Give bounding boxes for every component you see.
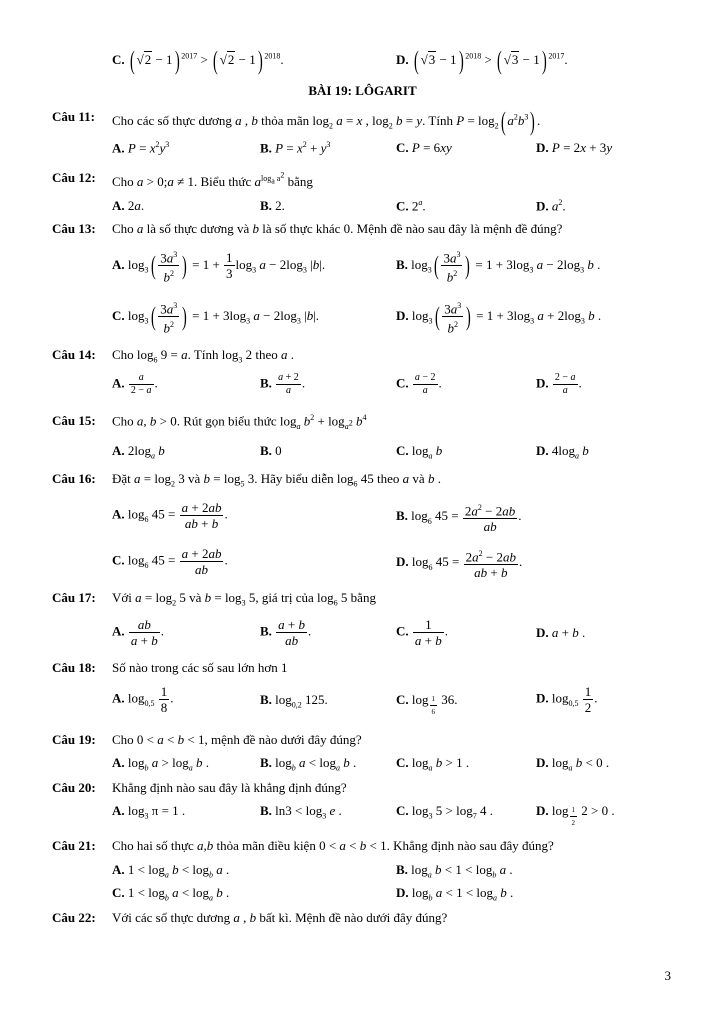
question-label: Câu 21:	[52, 838, 96, 853]
option-c: C. $\log_6 45$ = $\frac{a + 2ab}{ab}$ .	[112, 546, 228, 577]
option-c: C. $\frac{1}{a + b}$ .	[396, 617, 448, 648]
option-d: D. P = 2x + 3y	[536, 140, 613, 155]
option-a: A. 2a.	[112, 198, 145, 213]
option-d: D. $\log_b a < 1 < \log_a b$ .	[396, 885, 514, 903]
option-b: B. 0	[260, 443, 282, 458]
option-c: C. $\log_a b > 1$ .	[396, 755, 470, 773]
option-d: D. $\frac{2 - a}{a}$ .	[536, 372, 582, 396]
section-title: BÀI 19: LÔGARIT	[308, 83, 417, 98]
option-c: C. $\log_a b$	[396, 443, 443, 461]
option-a: A. $\log_b a > \log_a b$ .	[112, 755, 209, 773]
question-label: Câu 14:	[52, 347, 96, 362]
option-b: B. $\log_a b < 1 < \log_b a$ .	[396, 862, 513, 880]
option-a: A. $\log_3$( $\frac{3a^3}{b^2}$ ) = 1 + $\frac{1}{3}$ $\log_3 a - 2\log_3$ |b|.	[112, 247, 325, 285]
question-stem: Cho $\log_6 9 = a$. Tính $\log_3 2$ theo a .	[112, 347, 294, 365]
option-b: B. $\log_3$( $\frac{3a^3}{b^2}$ ) = $1 + 3\log_3$ $a - 2\log_3$ b .	[396, 247, 600, 285]
option-b: B. 2.	[260, 198, 285, 213]
question-stem: Cho các số thực dương a , b thỏa mãn $\log_2 a = x$ , $\log_2 b = y$. Tính $P = \log_2$( $a^2b^3$) .	[112, 107, 541, 136]
question-stem: Đặt $a = \log_2 3$ và $b = \log_5 3$. Hãy biểu diễn $\log_6 45$ theo a và b .	[112, 471, 441, 489]
option-d: D. log $_{\frac{1}{2}}$ 2 > 0 .	[536, 803, 615, 828]
option-c: C. 2$^a$.	[396, 198, 426, 214]
option-c: C. $\log_3$( $\frac{3a^3}{b^2}$ ) = $1 + 3\log_3$ $a - 2\log_3$ |b|.	[112, 298, 319, 336]
option-b: B. $\frac{a + 2}{a}$ .	[260, 372, 306, 396]
option-d: D. ( √3 − 1) $^{2018}$ > ( √3 − 1) $^{2017}$.	[396, 46, 568, 75]
question-label: Câu 22:	[52, 910, 96, 925]
option-c: C. ( √2 − 1) $^{2017}$ > ( √2 − 1) $^{2018}$.	[112, 46, 284, 75]
page-number: 3	[664, 968, 671, 983]
option-d: D. $\log_a b < 0$ .	[536, 755, 610, 773]
option-b: B. $\log_6 45$ = $\frac{2a^2 - 2ab}{ab}$ .	[396, 500, 521, 534]
option-b: B. $P = x^2 + y^3$	[260, 140, 331, 156]
option-a: A. $\log_6 45$ = $\frac{a + 2ab}{ab + b}$ .	[112, 500, 228, 531]
option-c: C. P = 6xy	[396, 140, 452, 155]
question-label: Câu 17:	[52, 590, 96, 605]
question-stem: Số nào trong các số sau lớn hơn 1	[112, 660, 288, 675]
option-a: A. $2\log_a$ b	[112, 443, 165, 461]
question-label: Câu 11:	[52, 109, 95, 124]
question-stem: Cho hai số thực a,b thỏa mãn điều kiện 0 < a < b < 1. Khẳng định nào sau đây đúng?	[112, 838, 554, 853]
question-label: Câu 16:	[52, 471, 96, 486]
option-d: D. $4\log_a$ b	[536, 443, 589, 461]
option-b: B. $\log_{0,2} 125$.	[260, 692, 328, 710]
option-c: C. $\frac{a - 2}{a}$ .	[396, 372, 442, 396]
option-c: C. $1 < \log_b a < \log_a b$ .	[112, 885, 230, 903]
option-d: D. $\log_6 45$ = $\frac{2a^2 - 2ab}{ab + b}$ .	[396, 546, 522, 580]
question-label: Câu 19:	[52, 732, 96, 747]
question-label: Câu 13:	[52, 221, 96, 236]
option-a: A. $1 < \log_a b < \log_b a$ .	[112, 862, 230, 880]
question-label: Câu 18:	[52, 660, 96, 675]
option-b: B. $\ln 3 < \log_3 e$ .	[260, 803, 342, 821]
option-b: B. $\log_b a < \log_a b$ .	[260, 755, 357, 773]
question-label: Câu 20:	[52, 780, 96, 795]
question-stem: Với các số thực dương a , b bất kì. Mệnh đề nào dưới đây đúng?	[112, 910, 448, 925]
option-d: D. $\log_3$( $\frac{3a^3}{b^2}$ ) = $1 + 3\log_3$ $a + 2\log_3$ b .	[396, 298, 601, 336]
question-label: Câu 15:	[52, 413, 96, 428]
question-stem: Với $a = \log_2 5$ và $b = \log_3 5$, giá trị của $\log_6 5$ bằng	[112, 590, 376, 608]
question-stem: Cho a là số thực dương và b là số thực khác 0. Mệnh đề nào sau đây là mệnh đề đúng?	[112, 221, 563, 236]
question-stem: Cho 0 < a < b < 1, mệnh đề nào dưới đây đúng?	[112, 732, 362, 747]
option-c: C. $\log_3 5 > \log_7 4$ .	[396, 803, 493, 821]
option-a: A. $\frac{ab}{a + b}$ .	[112, 617, 164, 648]
option-a: A. $\log_{0,5}$ $\frac{1}{8}$ .	[112, 684, 174, 715]
question-stem: Cho a, b > 0. Rút gọn biểu thức $\log_a b^2 + \log_{a^2} b^4$	[112, 413, 367, 431]
option-d: D. $a^2$.	[536, 198, 566, 214]
option-a: A. $P = x^2y^3$	[112, 140, 170, 156]
option-c: C. log $_{\frac{1}{6}}$ 36.	[396, 692, 458, 717]
option-d: D. $\log_{0,5}$ $\frac{1}{2}$ .	[536, 684, 598, 715]
option-d: D. a + b .	[536, 625, 586, 640]
question-stem: Khẳng định nào sau đây là khẳng định đúng?	[112, 780, 347, 795]
option-a: A. $\log_3 \pi = 1$ .	[112, 803, 186, 821]
question-stem: Cho a > 0;a ≠ 1. Biểu thức $a^{log_a a^2}$ bằng	[112, 170, 313, 189]
option-a: A. $\frac{a}{2 - a}$ .	[112, 372, 158, 396]
option-b: B. $\frac{a + b}{ab}$ .	[260, 617, 312, 648]
question-label: Câu 12:	[52, 170, 96, 185]
